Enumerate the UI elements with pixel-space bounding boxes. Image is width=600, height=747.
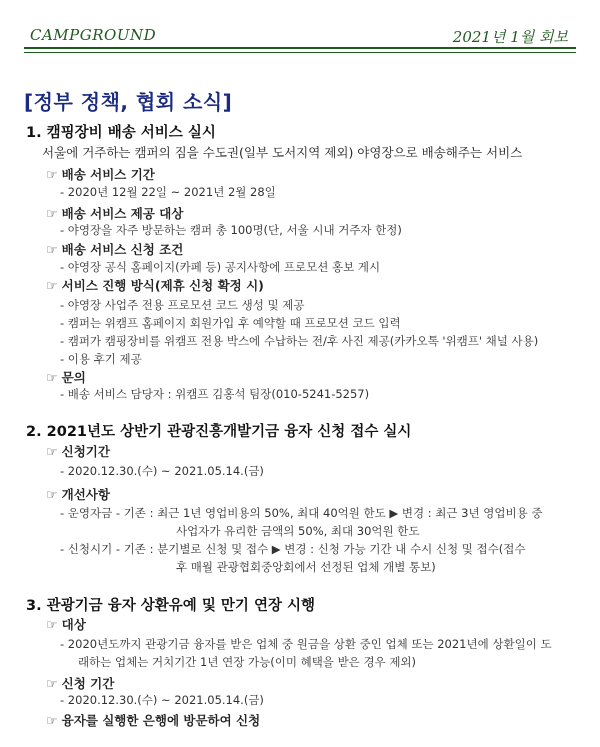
s2-b-item-2: - 신청시기 - 기존 : 분기별로 신청 및 접수 ▶ 변경 : 신청 가능 기간 내 수시 신청 및 접수(접수 [60,542,526,556]
s2-b-item-2-cont: 후 매월 관광협회중앙회에서 선정된 업체 개별 통보) [176,560,436,574]
hand-pointer-icon: ☞ [46,677,58,692]
s2-a-item: - 2020.12.30.(수) ~ 2021.05.14.(금) [60,464,264,478]
s1-a-item: - 2020년 12월 22일 ~ 2021년 2월 28일 [60,185,276,199]
hand-pointer-icon: ☞ [46,168,58,183]
hand-pointer-icon: ☞ [46,445,58,460]
s1-d-item-1: - 야영장 사업주 전용 프로모션 코드 생성 및 제공 [60,298,305,312]
s3-b-heading: ☞ 신청 기간 [46,676,115,692]
s3-title: 3. 관광기금 융자 상환유예 및 만기 연장 시행 [26,598,316,614]
section-title: [정부 정책, 협회 소식] [24,90,233,114]
hand-pointer-icon: ☞ [46,279,58,294]
s1-d-heading: ☞ 서비스 진행 방식(제휴 신청 확정 시) [46,278,264,294]
s1-e-item: - 배송 서비스 담당자 : 위캠프 김홍석 팀장(010-5241-5257) [60,387,370,401]
s1-title: 1. 캠핑장비 배송 서비스 실시 [26,125,216,141]
s1-d-item-4: - 이용 후기 제공 [60,352,142,366]
s1-d-item-2: - 캠퍼는 위캠프 홈페이지 회원가입 후 예약할 때 프로모션 코드 입력 [60,316,401,330]
s3-c-heading: ☞ 융자를 실행한 은행에 방문하여 신청 [46,713,261,729]
s1-description: 서울에 거주하는 캠퍼의 짐을 수도권(일부 도서지역 제외) 야영장으로 배송해주는 서비스 [42,145,523,160]
hand-pointer-icon: ☞ [46,243,58,258]
hand-pointer-icon: ☞ [46,488,58,503]
page-header [24,24,576,46]
s1-c-item: - 야영장 공식 홈페이지(카페 등) 공지사항에 프로모션 홍보 게시 [60,260,381,274]
header-rule-thick [24,47,576,49]
header-publication-name: CAMPGROUND [30,26,157,44]
s3-b-item: - 2020.12.30.(수) ~ 2021.05.14.(금) [60,693,264,707]
hand-pointer-icon: ☞ [46,618,58,633]
s3-a-heading: ☞ 대상 [46,617,86,633]
s1-d-item-3: - 캠퍼가 캠핑장비를 위캠프 전용 박스에 수납하는 전/후 사진 제공(카카오톡 '위캠프' 채널 사용) [60,334,539,348]
header-rule-thin [24,52,576,53]
header-issue-date: 2021년 1월 회보 [452,28,568,46]
hand-pointer-icon: ☞ [46,714,58,729]
s2-b-heading: ☞ 개선사항 [46,487,110,503]
hand-pointer-icon: ☞ [46,207,58,222]
s1-a-heading: ☞ 배송 서비스 기간 [46,167,155,183]
s2-title: 2. 2021년도 상반기 관광진흥개발기금 융자 신청 접수 실시 [26,424,412,440]
s1-e-heading: ☞ 문의 [46,370,86,386]
s1-c-heading: ☞ 배송 서비스 신청 조건 [46,242,184,258]
s2-b-item-1: - 운영자금 - 기존 : 최근 1년 영업비용의 50%, 최대 40억원 한도 ▶ 변경 : 최근 3년 영업비용 중 [60,506,543,520]
s1-b-heading: ☞ 배송 서비스 제공 대상 [46,206,184,222]
s3-a-item: - 2020년도까지 관광기금 융자를 받은 업체 중 원금을 상환 중인 업체 또는 2021년에 상환일이 도 [60,637,552,651]
hand-pointer-icon: ☞ [46,371,58,386]
s2-a-heading: ☞ 신청기간 [46,444,110,460]
s1-b-item: - 야영장을 자주 방문하는 캠퍼 총 100명(단, 서울 시내 거주자 한정) [60,223,402,237]
s2-b-item-1-cont: 사업자가 유리한 금액의 50%, 최대 30억원 한도 [176,524,420,538]
s3-a-item-cont: 래하는 업체는 거치기간 1년 연장 가능(이미 혜택을 받은 경우 제외) [78,655,417,669]
